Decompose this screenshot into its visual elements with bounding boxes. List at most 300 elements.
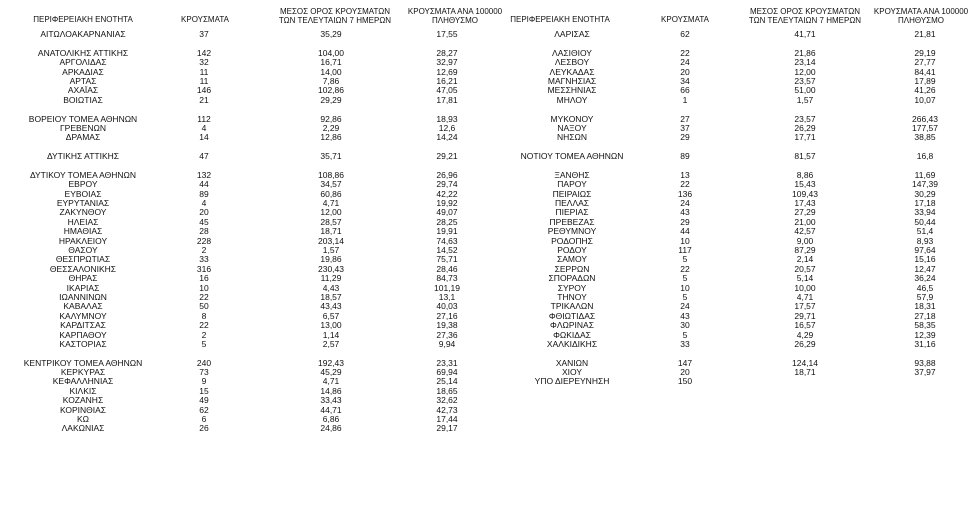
per100k-cell: 21,81 — [914, 29, 936, 39]
header-region-right: ΠΕΡΙΦΕΡΕΙΑΚΗ ΕΝΟΤΗΤΑ — [510, 15, 610, 24]
header-avg7-left: ΜΕΣΟΣ ΟΡΟΣ ΚΡΟΥΣΜΑΤΩΝ ΤΩΝ ΤΕΛΕΥΤΑΙΩΝ 7 ΗΜΕΡΩΝ — [278, 7, 392, 25]
avg7-cell: 124,14 — [792, 357, 818, 368]
avg7-cell: 26,29 — [794, 338, 816, 349]
per100k-cell: 101,19 — [434, 282, 460, 293]
cases-cell: 22 — [680, 47, 690, 58]
avg7-cell: 16,71 — [320, 57, 342, 68]
per100k-cell: 11,69 — [914, 169, 936, 180]
avg7-cell: 16,57 — [794, 320, 816, 331]
avg7-cell: 17,71 — [794, 132, 816, 143]
avg7-cell: 44,71 — [320, 404, 342, 415]
region-cell: ΤΗΝΟΥ — [557, 291, 587, 302]
per100k-cell: 84,41 — [914, 66, 936, 77]
per100k-cell: 17,81 — [436, 94, 458, 105]
cases-cell: 5 — [201, 338, 207, 349]
per100k-cell: 10,07 — [914, 94, 936, 105]
cases-cell: 27 — [680, 113, 690, 124]
cases-cell: 117 — [678, 244, 692, 255]
region-cell: ΔΡΑΜΑΣ — [65, 132, 101, 143]
cases-cell: 45 — [199, 216, 209, 227]
avg7-cell: 45,29 — [320, 367, 342, 378]
region-cell: ΑΡΤΑΣ — [69, 75, 97, 86]
cases-cell: 13 — [680, 169, 690, 180]
cases-cell: 37 — [199, 29, 209, 39]
region-cell: ΣΕΡΡΩΝ — [554, 263, 590, 274]
per100k-cell: 74,63 — [436, 235, 458, 246]
per100k-cell: 28,27 — [436, 47, 458, 58]
region-cell: ΚΑΒΑΛΑΣ — [63, 301, 103, 312]
avg7-cell: 230,43 — [318, 263, 344, 274]
region-cell: ΛΑΡΙΣΑΣ — [554, 29, 590, 39]
avg7-cell: 41,71 — [794, 29, 816, 39]
region-cell: ΝΟΤΙΟΥ ΤΟΜΕΑ ΑΘΗΝΩΝ — [520, 151, 624, 162]
per100k-cell: 29,17 — [436, 423, 458, 434]
avg7-cell: 17,43 — [794, 198, 816, 209]
cases-cell: 5 — [682, 254, 688, 265]
avg7-cell: 42,57 — [794, 226, 816, 237]
avg7-cell: 13,00 — [320, 320, 342, 331]
avg7-cell: 1,57 — [796, 94, 814, 105]
cases-cell: 316 — [196, 263, 212, 274]
avg7-cell: 24,86 — [320, 423, 342, 434]
table-row — [0, 96, 490, 105]
cases-cell: 33 — [199, 254, 209, 265]
cases-cell: 62 — [199, 404, 209, 415]
per100k-cell: 42,22 — [436, 188, 458, 199]
cases-cell: 34 — [680, 75, 690, 86]
region-cell: ΦΩΚΙΔΑΣ — [553, 329, 591, 340]
region-cell: ΧΙΟΥ — [561, 367, 583, 378]
region-cell: ΕΥΡΥΤΑΝΙΑΣ — [56, 198, 110, 209]
cases-cell: 10 — [680, 235, 690, 246]
cases-cell: 22 — [199, 291, 209, 302]
header-per100k-right: ΚΡΟΥΣΜΑΤΑ ΑΝΑ 100000 ΠΛΗΘΥΣΜΟ — [873, 7, 969, 25]
avg7-cell: 10,00 — [794, 282, 816, 293]
avg7-cell: 12,00 — [320, 207, 342, 218]
region-cell: ΞΑΝΘΗΣ — [554, 169, 590, 180]
cases-cell: 2 — [201, 244, 207, 255]
cases-cell: 8 — [201, 310, 207, 321]
region-cell: ΠΕΛΛΑΣ — [554, 198, 590, 209]
cases-cell: 22 — [680, 263, 690, 274]
region-cell: ΚΕΡΚΥΡΑΣ — [60, 367, 106, 378]
table-row — [490, 340, 980, 349]
cases-cell: 29 — [680, 132, 690, 143]
cases-cell: 50 — [199, 301, 209, 312]
cases-cell: 20 — [680, 367, 690, 378]
region-cell: ΧΑΝΙΩΝ — [555, 357, 589, 368]
per100k-cell: 25,14 — [436, 376, 458, 387]
region-cell: ΘΕΣΠΡΩΤΙΑΣ — [55, 254, 111, 265]
table-row — [0, 152, 490, 161]
cases-cell: 112 — [197, 113, 211, 124]
region-cell: ΜΕΣΣΗΝΙΑΣ — [547, 85, 597, 96]
avg7-cell: 9,00 — [796, 235, 814, 246]
avg7-cell: 18,71 — [320, 226, 342, 237]
region-cell: ΔΥΤΙΚΗΣ ΑΤΤΙΚΗΣ — [46, 151, 120, 162]
avg7-cell: 12,86 — [320, 132, 342, 143]
region-cell: ΘΗΡΑΣ — [68, 273, 98, 284]
avg7-cell: 1,57 — [322, 244, 340, 255]
table-row — [490, 152, 980, 161]
avg7-cell: 108,86 — [318, 169, 344, 180]
per100k-cell: 31,16 — [914, 338, 936, 349]
region-cell: ΗΡΑΚΛΕΙΟΥ — [58, 235, 108, 246]
avg7-cell: 18,71 — [794, 367, 816, 378]
region-cell: ΜΗΛΟΥ — [556, 94, 588, 105]
avg7-cell: 60,86 — [320, 188, 342, 199]
per100k-cell: 75,71 — [436, 254, 458, 265]
avg7-cell: 26,29 — [794, 122, 816, 133]
per100k-cell: 27,16 — [436, 310, 458, 321]
per100k-cell: 12,39 — [914, 329, 936, 340]
region-cell: ΙΚΑΡΙΑΣ — [66, 282, 100, 293]
region-cell: ΖΑΚΥΝΘΟΥ — [59, 207, 107, 218]
per100k-cell: 49,07 — [436, 207, 458, 218]
region-cell: ΚΑΣΤΟΡΙΑΣ — [59, 338, 107, 349]
per100k-cell: 51,4 — [916, 226, 934, 237]
cases-cell: 66 — [680, 85, 690, 96]
region-cell: ΣΑΜΟΥ — [556, 254, 588, 265]
right-table — [490, 30, 980, 387]
per100k-cell: 84,73 — [436, 273, 458, 284]
avg7-cell: 21,86 — [794, 47, 816, 58]
avg7-cell: 2,57 — [322, 338, 340, 349]
table-row — [0, 424, 490, 433]
per100k-cell: 8,93 — [916, 235, 934, 246]
avg7-cell: 27,29 — [794, 207, 816, 218]
cases-cell: 49 — [199, 395, 209, 406]
region-cell: ΕΒΡΟΥ — [68, 179, 98, 190]
cases-cell: 142 — [196, 47, 212, 58]
region-cell: ΡΕΘΥΜΝΟΥ — [547, 226, 597, 237]
cases-cell: 44 — [199, 179, 209, 190]
avg7-cell: 11,29 — [320, 273, 342, 284]
region-cell: ΧΑΛΚΙΔΙΚΗΣ — [546, 338, 598, 349]
cases-cell: 9 — [201, 376, 207, 387]
avg7-cell: 12,00 — [794, 66, 816, 77]
cases-cell: 73 — [199, 367, 209, 378]
avg7-cell: 20,57 — [794, 263, 816, 274]
cases-cell: 24 — [680, 57, 690, 68]
left-table — [0, 30, 490, 434]
header-cases-right: ΚΡΟΥΣΜΑΤΑ — [661, 15, 709, 24]
region-cell: ΠΑΡΟΥ — [557, 179, 587, 190]
cases-cell: 228 — [196, 235, 212, 246]
per100k-cell: 177,57 — [912, 122, 938, 133]
per100k-cell: 29,74 — [436, 179, 458, 190]
avg7-cell: 4,29 — [796, 329, 814, 340]
region-cell: ΛΕΣΒΟΥ — [554, 57, 590, 68]
region-cell: ΝΑΞΟΥ — [557, 122, 587, 133]
region-cell: ΔΥΤΙΚΟΥ ΤΟΜΕΑ ΑΘΗΝΩΝ — [29, 169, 137, 180]
cases-cell: 26 — [199, 423, 209, 434]
avg7-cell: 35,29 — [320, 29, 342, 39]
region-cell: ΙΩΑΝΝΙΝΩΝ — [59, 291, 107, 302]
table-row — [0, 406, 490, 415]
table-row — [490, 96, 980, 105]
cases-cell: 10 — [199, 282, 209, 293]
region-cell: ΡΟΔΟΠΗΣ — [551, 235, 593, 246]
region-cell: ΣΠΟΡΑΔΩΝ — [548, 273, 596, 284]
avg7-cell: 92,86 — [320, 113, 342, 124]
per100k-cell: 26,96 — [436, 169, 458, 180]
cases-cell: 136 — [677, 188, 693, 199]
avg7-cell: 4,43 — [322, 282, 340, 293]
cases-cell: 5 — [682, 291, 688, 302]
cases-cell: 29 — [680, 216, 690, 227]
region-cell: ΗΜΑΘΙΑΣ — [63, 226, 103, 237]
cases-cell: 150 — [677, 376, 693, 387]
per100k-cell: 12,47 — [914, 263, 936, 274]
per100k-cell: 9,94 — [438, 338, 456, 349]
per100k-cell: 19,92 — [436, 198, 458, 209]
per100k-cell: 14,24 — [436, 132, 458, 143]
cases-cell: 240 — [196, 357, 212, 368]
avg7-cell: 14,86 — [320, 385, 342, 396]
per100k-cell: 18,93 — [436, 113, 458, 124]
region-cell: ΗΛΕΙΑΣ — [67, 216, 99, 227]
per100k-cell: 19,91 — [436, 226, 458, 237]
avg7-cell: 14,00 — [320, 66, 342, 77]
per100k-cell: 18,65 — [436, 385, 458, 396]
cases-cell: 47 — [199, 151, 209, 162]
table-row — [0, 133, 490, 142]
per100k-cell: 14,52 — [436, 244, 458, 255]
per100k-cell: 32,62 — [436, 395, 458, 406]
avg7-cell: 4,71 — [322, 376, 340, 387]
avg7-cell: 43,43 — [320, 301, 342, 312]
region-cell: ΚΩ — [76, 414, 90, 425]
per100k-cell: 40,03 — [436, 301, 458, 312]
avg7-cell: 29,29 — [320, 94, 342, 105]
header-cases-left: ΚΡΟΥΣΜΑΤΑ — [181, 15, 229, 24]
header-region-left: ΠΕΡΙΦΕΡΕΙΑΚΗ ΕΝΟΤΗΤΑ — [33, 15, 133, 24]
per100k-cell: 37,97 — [914, 367, 936, 378]
avg7-cell: 104,00 — [318, 47, 344, 58]
region-cell: ΚΟΡΙΝΘΙΑΣ — [59, 404, 107, 415]
per100k-cell: 38,85 — [914, 132, 936, 143]
avg7-cell: 7,86 — [322, 75, 340, 86]
cases-cell: 24 — [680, 198, 690, 209]
region-cell: ΛΕΥΚΑΔΑΣ — [549, 66, 595, 77]
cases-cell: 20 — [680, 66, 690, 77]
cases-cell: 22 — [199, 320, 209, 331]
region-cell: ΜΥΚΟΝΟΥ — [550, 113, 594, 124]
cases-cell: 89 — [199, 188, 209, 199]
table-row — [490, 377, 980, 386]
cases-cell: 5 — [682, 273, 688, 284]
per100k-cell: 27,36 — [436, 329, 458, 340]
region-cell: ΣΥΡΟΥ — [557, 282, 587, 293]
region-cell: ΤΡΙΚΑΛΩΝ — [550, 301, 594, 312]
per100k-cell: 12,6 — [438, 122, 456, 133]
region-cell: ΦΘΙΩΤΙΔΑΣ — [548, 310, 596, 321]
region-cell: ΑΧΑΪΑΣ — [67, 85, 99, 96]
avg7-cell: 192,43 — [318, 357, 344, 368]
region-cell: ΘΑΣΟΥ — [68, 244, 98, 255]
header-avg7-right: ΜΕΣΟΣ ΟΡΟΣ ΚΡΟΥΣΜΑΤΩΝ ΤΩΝ ΤΕΛΕΥΤΑΙΩΝ 7 ΗΜΕΡΩΝ — [748, 7, 862, 25]
table-row — [490, 30, 980, 39]
per100k-cell: 36,24 — [914, 273, 936, 284]
avg7-cell: 15,43 — [794, 179, 816, 190]
cases-cell: 4 — [201, 122, 207, 133]
region-cell: ΚΕΝΤΡΙΚΟΥ ΤΟΜΕΑ ΑΘΗΝΩΝ — [23, 357, 143, 368]
cases-cell: 28 — [199, 226, 209, 237]
avg7-cell: 81,57 — [794, 151, 816, 162]
avg7-cell: 51,00 — [794, 85, 816, 96]
avg7-cell: 29,71 — [794, 310, 816, 321]
region-cell: ΛΑΣΙΘΙΟΥ — [552, 47, 592, 58]
cases-cell: 43 — [680, 310, 690, 321]
avg7-cell: 35,71 — [320, 151, 342, 162]
per100k-cell: 46,5 — [916, 282, 934, 293]
avg7-cell: 6,86 — [322, 414, 340, 425]
cases-cell: 15 — [199, 385, 209, 396]
per100k-cell: 93,88 — [914, 357, 936, 368]
table-row — [490, 133, 980, 142]
avg7-cell: 2,14 — [796, 254, 814, 265]
per100k-cell: 16,8 — [916, 151, 934, 162]
region-cell: ΘΕΣΣΑΛΟΝΙΚΗΣ — [49, 263, 117, 274]
cases-cell: 6 — [201, 414, 207, 425]
cases-cell: 20 — [199, 207, 209, 218]
region-cell: ΚΑΡΔΙΤΣΑΣ — [60, 320, 106, 331]
cases-cell: 44 — [680, 226, 690, 237]
avg7-cell: 34,57 — [320, 179, 342, 190]
cases-cell: 62 — [680, 29, 690, 39]
region-cell: ΑΡΓΟΛΙΔΑΣ — [59, 57, 107, 68]
avg7-cell: 4,71 — [322, 198, 340, 209]
region-cell: ΚΕΦΑΛΛΗΝΙΑΣ — [52, 376, 114, 387]
cases-cell: 10 — [680, 282, 690, 293]
avg7-cell: 109,43 — [792, 188, 818, 199]
per100k-cell: 69,94 — [436, 367, 458, 378]
per100k-cell: 266,43 — [912, 113, 938, 124]
cases-cell: 5 — [682, 329, 688, 340]
avg7-cell: 28,57 — [320, 216, 342, 227]
cases-cell: 33 — [680, 338, 690, 349]
per100k-cell: 17,44 — [436, 414, 458, 425]
cases-cell: 146 — [196, 85, 212, 96]
per100k-cell: 18,31 — [914, 301, 936, 312]
region-cell: ΦΛΩΡΙΝΑΣ — [550, 320, 594, 331]
avg7-cell: 18,57 — [320, 291, 342, 302]
region-cell: ΚΟΖΑΝΗΣ — [62, 395, 104, 406]
cases-cell: 89 — [680, 151, 690, 162]
cases-cell: 30 — [680, 320, 690, 331]
per100k-cell: 30,29 — [914, 188, 936, 199]
cases-cell: 22 — [680, 179, 690, 190]
per100k-cell: 47,05 — [436, 85, 458, 96]
cases-cell: 24 — [680, 301, 690, 312]
per100k-cell: 32,97 — [436, 57, 458, 68]
per100k-cell: 17,18 — [914, 198, 936, 209]
region-cell: ΝΗΣΩΝ — [556, 132, 588, 143]
per100k-cell: 13,1 — [438, 291, 456, 302]
region-cell: ΕΥΒΟΙΑΣ — [64, 188, 102, 199]
per100k-cell: 28,46 — [436, 263, 458, 274]
per100k-cell: 57,9 — [916, 291, 934, 302]
cases-cell: 4 — [201, 198, 207, 209]
cases-cell: 21 — [199, 94, 209, 105]
per100k-cell: 12,69 — [436, 66, 458, 77]
region-cell: ΛΑΚΩΝΙΑΣ — [61, 423, 105, 434]
per100k-cell: 147,39 — [912, 179, 938, 190]
avg7-cell: 203,14 — [318, 235, 344, 246]
table-row — [0, 30, 490, 39]
region-cell: ΠΡΕΒΕΖΑΣ — [549, 216, 595, 227]
per100k-cell: 15,16 — [914, 254, 936, 265]
region-cell: ΚΑΡΠΑΘΟΥ — [59, 329, 107, 340]
per100k-cell: 19,38 — [436, 320, 458, 331]
cases-cell: 16 — [199, 273, 209, 284]
cases-cell: 14 — [199, 132, 209, 143]
per100k-cell: 33,94 — [914, 207, 936, 218]
region-cell: ΒΟΡΕΙΟΥ ΤΟΜΕΑ ΑΘΗΝΩΝ — [28, 113, 138, 124]
avg7-cell: 8,86 — [796, 169, 814, 180]
cases-cell: 11 — [199, 75, 209, 86]
avg7-cell: 2,29 — [322, 122, 340, 133]
region-cell: ΚΑΛΥΜΝΟΥ — [59, 310, 107, 321]
region-cell: ΑΝΑΤΟΛΙΚΗΣ ΑΤΤΙΚΗΣ — [37, 47, 129, 58]
per100k-cell: 41,26 — [914, 85, 936, 96]
avg7-cell: 17,57 — [794, 301, 816, 312]
per100k-cell: 16,21 — [436, 75, 458, 86]
cases-cell: 32 — [199, 57, 209, 68]
per100k-cell: 17,55 — [436, 29, 458, 39]
avg7-cell: 23,57 — [794, 113, 816, 124]
cases-cell: 1 — [682, 94, 688, 105]
region-cell: ΚΙΛΚΙΣ — [69, 385, 97, 396]
per100k-cell: 29,19 — [914, 47, 936, 58]
cases-cell: 147 — [677, 357, 693, 368]
avg7-cell: 5,14 — [796, 273, 814, 284]
avg7-cell: 21,00 — [794, 216, 816, 227]
cases-cell: 132 — [196, 169, 212, 180]
per100k-cell: 27,18 — [914, 310, 936, 321]
region-cell: ΜΑΓΝΗΣΙΑΣ — [547, 75, 597, 86]
avg7-cell: 23,57 — [794, 75, 816, 86]
avg7-cell: 87,29 — [794, 244, 816, 255]
region-cell: ΑΡΚΑΔΙΑΣ — [62, 66, 104, 77]
per100k-cell: 23,31 — [436, 357, 458, 368]
avg7-cell: 23,14 — [794, 57, 816, 68]
header-per100k-left: ΚΡΟΥΣΜΑΤΑ ΑΝΑ 100000 ΠΛΗΘΥΣΜΟ — [407, 7, 503, 25]
avg7-cell: 6,57 — [322, 310, 340, 321]
avg7-cell: 1,14 — [322, 329, 340, 340]
avg7-cell: 4,71 — [796, 291, 814, 302]
cases-cell: 11 — [199, 66, 209, 77]
per100k-cell: 17,89 — [914, 75, 936, 86]
avg7-cell: 19,86 — [320, 254, 342, 265]
avg7-cell: 102,86 — [318, 85, 344, 96]
per100k-cell: 28,25 — [436, 216, 458, 227]
per100k-cell: 50,44 — [914, 216, 936, 227]
per100k-cell: 29,21 — [436, 151, 458, 162]
cases-cell: 2 — [201, 329, 207, 340]
cases-cell: 37 — [680, 122, 690, 133]
avg7-cell: 33,43 — [320, 395, 342, 406]
region-cell: ΠΙΕΡΙΑΣ — [555, 207, 589, 218]
region-cell: ΓΡΕΒΕΝΩΝ — [60, 122, 106, 133]
per100k-cell: 42,73 — [436, 404, 458, 415]
region-cell: ΒΟΙΩΤΙΑΣ — [63, 94, 103, 105]
cases-cell: 43 — [680, 207, 690, 218]
region-cell: ΑΙΤΩΛΟΑΚΑΡΝΑΝΙΑΣ — [40, 29, 126, 39]
region-cell: ΡΟΔΟΥ — [557, 244, 587, 255]
per100k-cell: 27,77 — [914, 57, 936, 68]
